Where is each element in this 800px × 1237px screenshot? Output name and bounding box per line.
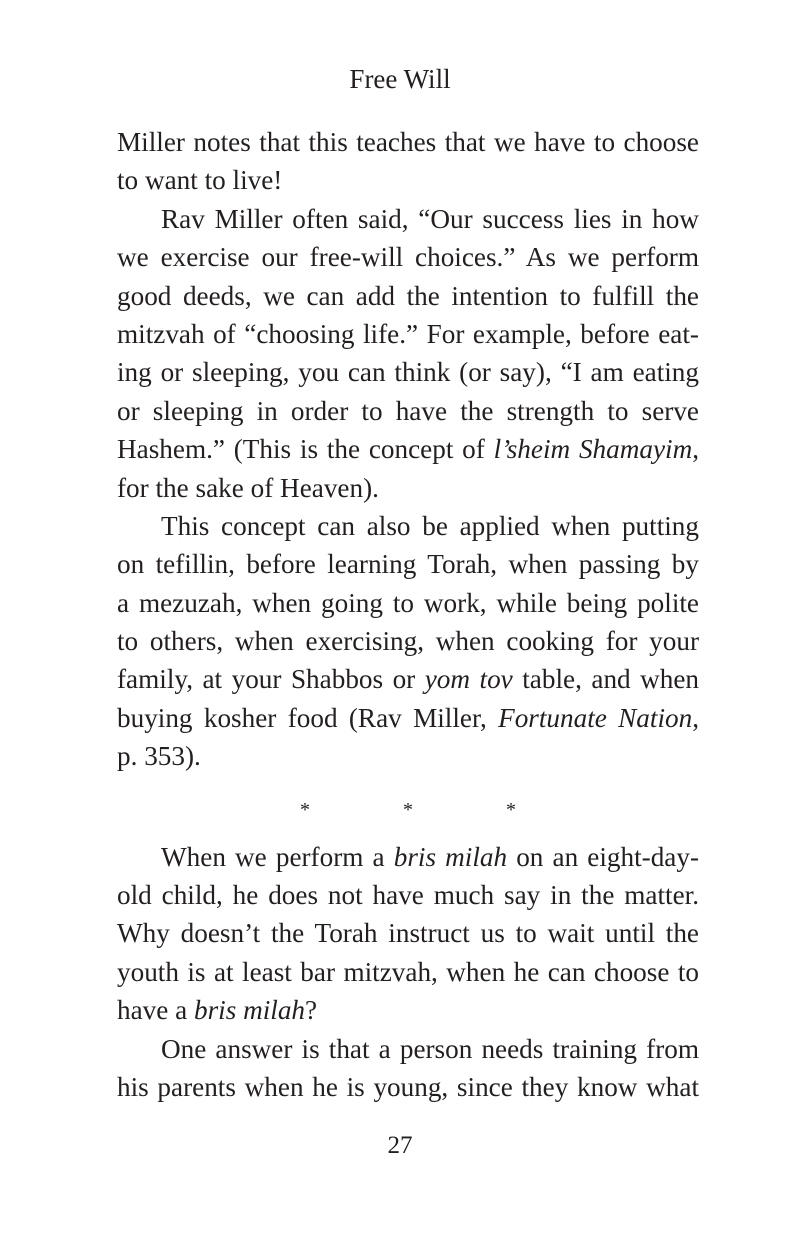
text-line: One answer is that a person needs training from bbox=[161, 1033, 699, 1064]
italic-run: l’sheim Shamayim bbox=[493, 434, 693, 465]
text-run: family, at your Shabbos or bbox=[117, 664, 425, 695]
italic-run: bris milah bbox=[193, 995, 306, 1026]
text-line: p. 353). bbox=[117, 741, 201, 772]
section-separator: * * * bbox=[300, 798, 560, 821]
text-line bbox=[117, 430, 699, 468]
text-line: to want to live! bbox=[117, 165, 283, 196]
text-line: mitzvah of “choosing life.” For example, before eat- bbox=[117, 318, 699, 349]
italic-run: yom tov bbox=[424, 664, 513, 695]
text-line: on tefillin, before learning Torah, when passing by bbox=[117, 549, 699, 580]
text-run: table, and when bbox=[512, 664, 700, 695]
italic-run: bris milah bbox=[393, 841, 508, 872]
text-line: Why doesn’t the Torah instruct us to wait until the bbox=[117, 918, 699, 949]
text-run: on an eight-day- bbox=[507, 841, 699, 872]
page-number: 27 bbox=[387, 1132, 413, 1159]
text-line bbox=[117, 660, 699, 698]
text-line bbox=[117, 838, 699, 876]
text-line: a mezuzah, when going to work, while being polite bbox=[117, 587, 699, 618]
text-run: ? bbox=[305, 995, 318, 1026]
italic-run: Fortunate Nation bbox=[498, 702, 693, 733]
text-run: have a bbox=[117, 995, 194, 1026]
text-line: we exercise our free-will choices.” As we perform bbox=[117, 242, 699, 273]
text-line: or sleeping in order to have the strength to serve bbox=[117, 395, 699, 426]
text-line: youth is at least bar mitzvah, when he can choose to bbox=[117, 956, 699, 987]
text-line: old child, he does not have much say in the matter. bbox=[117, 880, 699, 911]
text-run: When we perform a bbox=[161, 841, 394, 872]
body-text bbox=[117, 123, 699, 1106]
text-line bbox=[117, 699, 699, 737]
text-run: , bbox=[692, 702, 699, 733]
text-line: for the sake of Heaven). bbox=[117, 472, 379, 503]
text-line: Rav Miller often said, “Our success lies in how bbox=[161, 203, 699, 234]
text-run: buying kosher food (Rav Miller, bbox=[117, 702, 499, 733]
text-line: This concept can also be applied when putting bbox=[161, 510, 699, 541]
text-run: , bbox=[692, 434, 700, 465]
running-head: Free Will bbox=[349, 64, 451, 94]
text-line: his parents when he is young, since they know what bbox=[117, 1071, 699, 1102]
text-line: Miller notes that this teaches that we have to choose bbox=[117, 127, 699, 157]
text-line: to others, when exercising, when cooking for your bbox=[117, 626, 699, 657]
text-line: good deeds, we can add the intention to fulfill the bbox=[117, 280, 699, 311]
text-run: Hashem.” (This is the concept of bbox=[117, 434, 494, 465]
text-line: ing or sleeping, you can think (or say), “I am eating bbox=[117, 357, 699, 388]
text-line bbox=[117, 991, 699, 1029]
